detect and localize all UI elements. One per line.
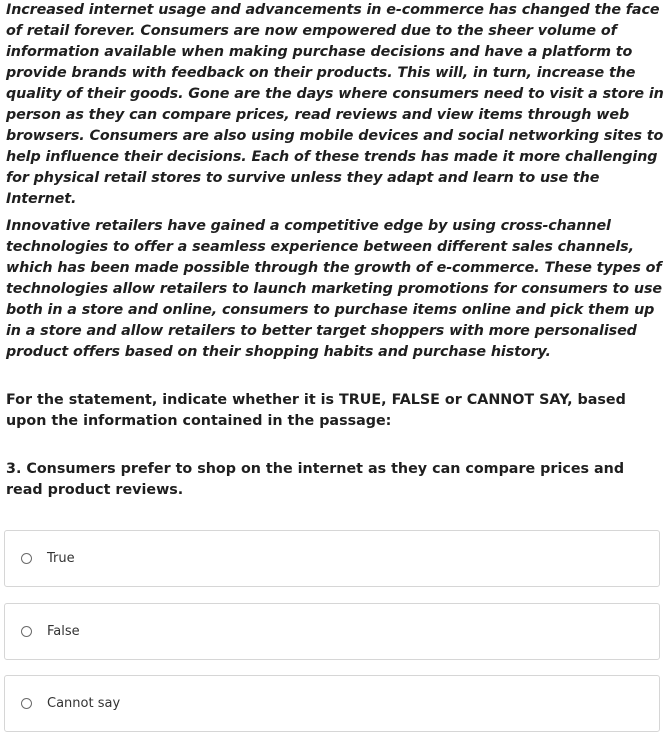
radio-button-false[interactable]	[21, 626, 32, 637]
answer-option-label: False	[47, 624, 80, 639]
answer-option-false[interactable]	[4, 603, 660, 660]
answer-option-cannot-say[interactable]	[4, 675, 660, 732]
answer-option-true[interactable]	[4, 530, 660, 587]
radio-button-cannot-say[interactable]	[21, 698, 32, 709]
question-statement: 3. Consumers prefer to shop on the internet as they can compare prices and read product reviews.	[6, 461, 625, 498]
passage-paragraph-2: Innovative retailers have gained a competitive edge by using cross-channel technologies to offer a seamless experience between different sales channels, which has been made possible through the growth of e-commerce. These types of technologies allow retailers to launch marketing promotions for consumers to use both in a store and online, consumers to purchase items online and pick them up in a store and allow retailers to better target shoppers with more personalised product offers based on their shopping habits and purchase history.	[6, 218, 662, 360]
radio-button-true[interactable]	[21, 553, 32, 564]
answer-option-label: True	[47, 551, 75, 566]
answer-option-label: Cannot say	[47, 696, 121, 711]
instruction-text: For the statement, indicate whether it is TRUE, FALSE or CANNOT SAY, based upon the information contained in the passage:	[6, 392, 626, 429]
passage-paragraph-1: Increased internet usage and advancements in e-commerce has changed the face of retail forever. Consumers are now empowered due to the sheer volume of information available when making purchase decisions and have a platform to provide brands with feedback on their products. This will, in turn, increase the quality of their goods. Gone are the days where consumers need to visit a store in person as they can compare prices, read reviews and view items through web browsers. Consumers are also using mobile devices and social networking sites to help influence their decisions. Each of these trends has made it more challenging for physical retail stores to survive unless they adapt and learn to use the Internet.	[6, 2, 664, 207]
